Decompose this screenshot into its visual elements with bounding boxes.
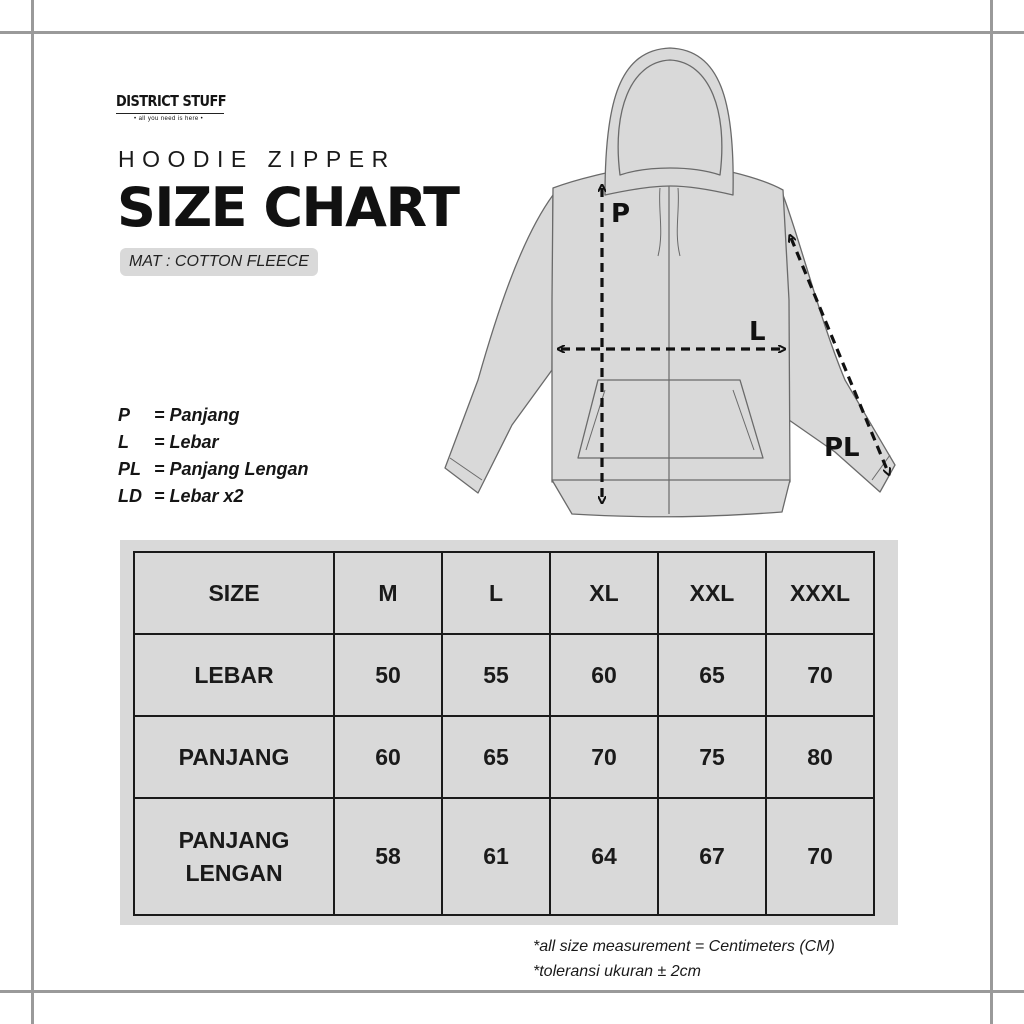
measurement-legend	[118, 402, 309, 510]
product-subtitle: HOODIE ZIPPER	[118, 146, 396, 172]
kangaroo-pocket	[578, 380, 763, 458]
page-title: SIZE CHART	[117, 176, 459, 239]
size-table-panel	[120, 540, 898, 925]
table-cell: 70	[550, 716, 658, 798]
legend-code: LD	[118, 486, 142, 506]
table-cell: 64	[550, 798, 658, 915]
frame-line-right	[990, 0, 993, 1024]
legend-meaning: = Lebar x2	[154, 486, 244, 506]
label-p: P	[611, 199, 631, 229]
table-cell: 70	[766, 634, 874, 716]
row-label-cell: PANJANG LENGAN	[134, 798, 334, 915]
size-table	[133, 551, 875, 916]
header-cell: XL	[550, 552, 658, 634]
hoodie-diagram	[436, 44, 906, 524]
table-cell: 50	[334, 634, 442, 716]
legend-code: P	[118, 405, 131, 425]
header-cell: L	[442, 552, 550, 634]
header-cell: M	[334, 552, 442, 634]
legend-meaning: = Lebar	[154, 432, 219, 452]
brand-tagline: • all you need is here •	[134, 116, 204, 122]
header-cell: SIZE	[134, 552, 334, 634]
note-tolerance: *toleransi ukuran ± 2cm	[533, 963, 701, 980]
frame-line-top	[0, 31, 1024, 34]
left-sleeve	[445, 195, 553, 493]
label-l: L	[749, 317, 766, 347]
row-label-cell: LEBAR	[134, 634, 334, 716]
brand-logo	[116, 92, 228, 122]
table-cell: 58	[334, 798, 442, 915]
table-cell: 60	[550, 634, 658, 716]
table-cell: 70	[766, 798, 874, 915]
table-row	[134, 634, 874, 716]
legend-item	[118, 456, 309, 483]
footnotes	[533, 934, 835, 984]
legend-item	[118, 429, 309, 456]
table-cell: 75	[658, 716, 766, 798]
legend-code: L	[118, 432, 129, 452]
legend-item	[118, 483, 309, 510]
table-row	[134, 716, 874, 798]
legend-item	[118, 402, 309, 429]
table-cell: 67	[658, 798, 766, 915]
row-label-cell: PANJANG	[134, 716, 334, 798]
legend-meaning: = Panjang	[154, 405, 240, 425]
table-row	[134, 798, 874, 915]
legend-code: PL	[118, 459, 142, 479]
header-cell: XXXL	[766, 552, 874, 634]
waistband	[552, 480, 790, 517]
frame-line-bottom	[0, 990, 1024, 993]
brand-name: DISTRICT STUFF	[116, 92, 227, 110]
table-cell: 60	[334, 716, 442, 798]
label-pl: PL	[824, 433, 860, 463]
table-cell: 65	[442, 716, 550, 798]
table-cell: 61	[442, 798, 550, 915]
table-cell: 65	[658, 634, 766, 716]
logo-divider	[116, 113, 224, 114]
table-cell: 80	[766, 716, 874, 798]
frame-line-left	[31, 0, 34, 1024]
header-cell: XXL	[658, 552, 766, 634]
table-header-row	[134, 552, 874, 634]
material-badge: MAT : COTTON FLEECE	[120, 248, 318, 276]
table-cell: 55	[442, 634, 550, 716]
note-unit: *all size measurement = Centimeters (CM)	[533, 938, 835, 955]
legend-meaning: = Panjang Lengan	[154, 459, 309, 479]
